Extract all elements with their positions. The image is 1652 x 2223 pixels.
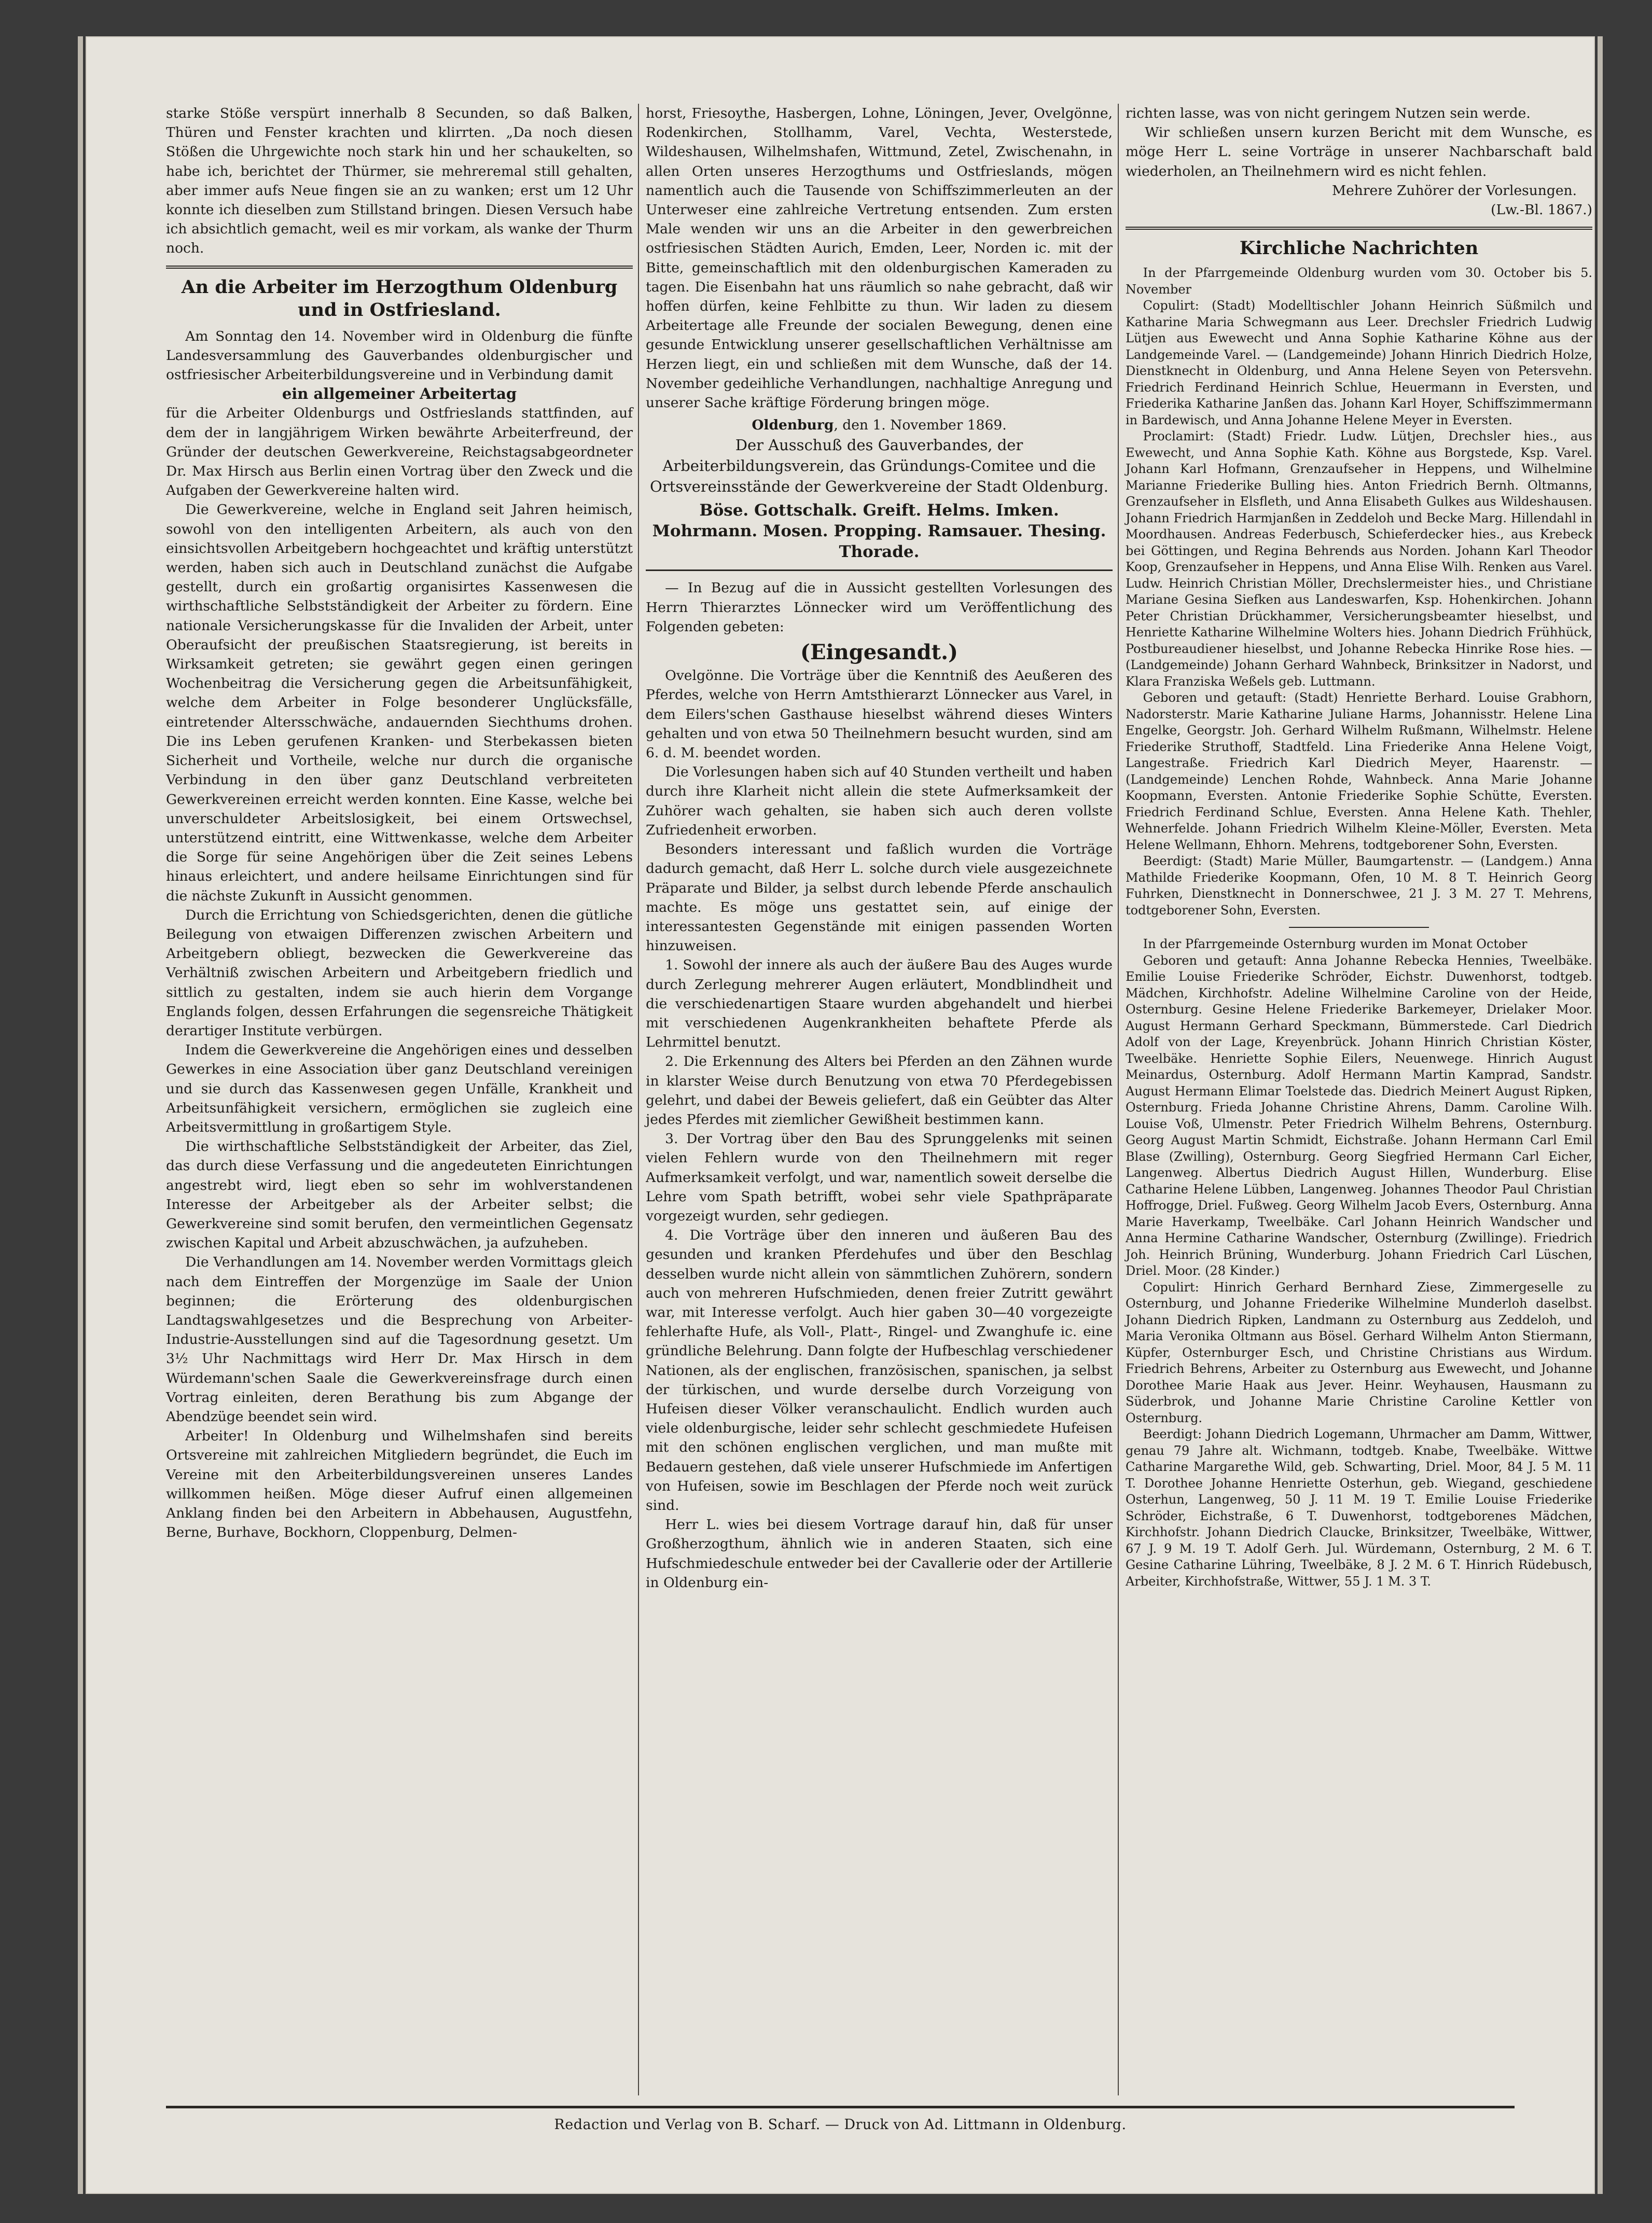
- column-3: [1126, 104, 1592, 1590]
- imprint-footer: Redaction und Verlag von B. Scharf. — Druck von Ad. Littmann in Oldenburg.: [166, 2106, 1515, 2133]
- church-news-entry: Geboren und getauft: Anna Johanne Rebecka Hennies, Tweelbäke. Emilie Louise Friederike Schröder, Eichstr. Duwenhorst, todtgeb. Mädchen, Kirchhofstr. Adeline Wilhelmine Caroline von der Heide, Osternburg. Gesine Helene Friederike Barkemeyer, Drielaker Moor. August Hermann Gerhard Speckmann, Bümmerstede. Carl Diedrich Adolf von der Lage, Kreyenbrück. Johann Hinrich Christian Köster, Tweelbäke. Henriette Sophie Eilers, Neuenwege. Hinrich August Meinardus, Osternburg. Adolf Hermann Martin Kamprad, Sandstr. August Hermann Elimar Toelstede das. Diedrich Meinert August Ripken, Osternburg. Frieda Johanne Christine Ahrens, Damm. Caroline Wilh. Louise Voß, Ulmenstr. Peter Friedrich Wilhelm Behrens, Osternburg. Georg August Martin Schmidt, Eichstraße. Johann Hermann Carl Emil Blase (Zwilling), Osternburg. Georg Siegfried Hermann Carl Eicher, Langenweg. Albertus Diedrich August Hillen, Wunderburg. Elise Catharine Helene Lübben, Langenweg. Johannes Theodor Paul Christian Hoffrogge, Driel. Fußweg. Georg Wilhelm Jacob Evers, Osternburg. Anna Marie Haverkamp, Tweelbäke. Carl Johann Heinrich Wandscher und Anna Hermine Catharine Wandscher, Osternburg (Zwillinge). Friedrich Joh. Heinrich Brüning, Wunderburg. Johann Friedrich Carl Lüschen, Driel. Moor. (28 Kinder.): [1126, 953, 1592, 1279]
- column-2: [646, 104, 1113, 1592]
- dateline-date: , den 1. November 1869.: [834, 417, 1007, 434]
- church-news-entry: Beerdigt: (Stadt) Marie Müller, Baumgartenstr. — (Landgem.) Anna Mathilde Friederike Koopmann, Ofen, 10 M. 8 T. Heinrich Georg Fuhrken, Dienstknecht in Donnerschwee, 21 J. 3 M. 27 T. Mehrens, todtgeborener Sohn, Eversten.: [1126, 854, 1592, 918]
- right-page-edge: [1598, 36, 1603, 2194]
- article-paragraph: 4. Die Vorträge über den inneren und äußeren Bau des gesunden und kranken Pferdehufes und über den Beschlag desselben wurde nicht allein von sämmtlichen Zuhörern, sondern auch von mehreren Hufschmieden, denen freier Zutritt gewährt war, mit Interesse verfolgt. Auch hier gaben 30—40 vorgezeigte fehlerhafte Hufe, als Voll-, Platt-, Ringel- und Zwanghufe ic. eine gründliche Belehrung. Dann folgte der Hufbeschlag verschiedener Nationen, als der englischen, französischen, spanischen, ja selbst der türkischen, und wurde derselbe durch Vorzeigung von Hufeisen dieser Völker veranschaulicht. Endlich wurden auch viele oldenburgische, leider sehr schlecht geschmiedete Hufeisen mit den schönen englischen verglichen, und man mußte mit Bedauern gestehen, daß viele unserer Hufschmiede im Anfertigen von Hufeisen, sowie im Beschlagen der Pferde noch weit zurück sind.: [646, 1227, 1113, 1513]
- article-divider: [166, 266, 633, 269]
- article-paragraph: Die wirthschaftliche Selbstständigkeit der Arbeiter, das Ziel, das durch diese Verfassung und die angedeuteten Einrichtungen angestrebt wird, liegt eben so sehr im wohlverstandenen Interesse der Arbeitgeber als der Arbeiter selbst; die Gewerkvereine sind somit berufen, den vermeintlichen Gegensatz zwischen Kapital und Arbeit abzuschwächen, ja aufzuheben.: [166, 1138, 633, 1252]
- church-news-entry: Geboren und getauft: (Stadt) Henriette Berhard. Louise Grabhorn, Nadorsterstr. Marie Katharine Juliane Harms, Johannisstr. Helene Lina Engelke, Georgstr. Joh. Gerhard Wilhelm Rußmann, Wilhelmstr. Helene Friederike Struthoff, Stadtfeld. Lina Friederike Anna Helene Voigt, Langestraße. Friedrich Karl Diedrich Meyer, Haarenstr. — (Landgemeinde) Lenchen Rohde, Wahnbeck. Anna Marie Johanne Koopmann, Eversten. Antonie Friederike Sophie Schütte, Eversten. Friedrich Ferdinand Schlue, Eversten. Anna Helene Kath. Thehler, Wehnerfelde. Johann Friedrich Wilhelm Kleine-Möller, Eversten. Meta Helene Wellmann, Ehhorn. Mehrens, todtgeborener Sohn, Eversten.: [1126, 690, 1592, 852]
- dateline-place: Oldenburg: [752, 417, 834, 434]
- church-news-entry: Beerdigt: Johann Diedrich Logemann, Uhrmacher am Damm, Wittwer, genau 79 Jahre alt. Wichmann, todtgeb. Knabe, Tweelbäke. Wittwe Catharine Margarethe Wild, geb. Schwarting, Driel. Moor, 84 J. 5 M. 11 T. Dorothee Johanne Henriette Osterhun, geb. Wiegand, geschiedene Osterhun, Langenweg, 50 J. 11 M. 19 T. Emilie Louise Friederike Schröder, Eichstraße, 6 T. Duwenhorst, todtgeborenes Mädchen, Kirchhofstr. Johann Diedrich Claucke, Brinksitzer, Tweelbäke, Wittwer, 67 J. 9 M. 19 T. Adolf Gerh. Jul. Würdemann, Osternburg, 2 M. 6 T. Gesine Catharine Lühring, Tweelbäke, 8 J. 2 M. 6 T. Hinrich Rüdebusch, Arbeiter, Kirchhofstraße, Wittwer, 55 J. 1 M. 3 T.: [1126, 1427, 1592, 1589]
- article-paragraph: Durch die Errichtung von Schiedsgerichten, denen die gütliche Beilegung von etwaigen Differenzen zwischen Arbeitern und Arbeitgebern obliegt, bezwecken die Gewerkvereine das Verhältniß zwischen Arbeitern und Arbeitgebern friedlich und sittlich zu gestalten, indem sie auch hierin dem Vorgange Englands folgen, dessen Erfahrungen die segensreiche Thätigkeit derartiger Institute verbürgen.: [166, 907, 633, 1039]
- article-paragraph: richten lasse, was von nicht geringem Nutzen sein werde.: [1126, 105, 1531, 121]
- column-rule-2: [1118, 104, 1119, 2095]
- article-paragraph: horst, Friesoythe, Hasbergen, Lohne, Löningen, Jever, Ovelgönne, Rodenkirchen, Stollhamm, Varel, Vechta, Westerstede, Wildeshausen, Wilhelmshafen, Wittmund, Zetel, Zwischenahn, in allen Orten unseres Herzogthums und Ostfrieslands, mögen namentlich auch die Tausende von Schiffszimmerleuten an der Unterweser eine zahlreiche Vertretung entsenden. Zum ersten Male wenden wir uns an die Arbeiter in den gewerbreichen ostfriesischen Städten Aurich, Emden, Leer, Norden ic. mit der Bitte, gemeinschaftlich mit den oldenburgischen Kameraden zu tagen. Die Eisenbahn hat uns räumlich so nahe gebracht, daß wir hoffen dürfen, keine Fehlbitte zu thun. Wir laden zu diesem Arbeitertage alle Freunde der socialen Bewegung, denen eine gesunde Entwicklung unserer gesellschaftlichen Verhältnisse am Herzen liegt, ein und schließen mit dem Wunsche, daß der 14. November gedeihliche Verhandlungen, nachhaltige Anregung und unserer Sache kräftige Förderung bringen möge.: [646, 105, 1113, 411]
- signatures: Böse. Gottschalk. Greift. Helms. Imken. Mohrmann. Mosen. Propping. Ramsauer. Thesing. Thorade.: [652, 501, 1106, 562]
- article-paragraph: 2. Die Erkennung des Alters bei Pferden an den Zähnen wurde in klarster Weise durch Benutzung von etwa 70 Pferdegebissen gelehrt, und dabei der Beweis geliefert, daß ein Geübter das Alter jedes Pferdes mit ziemlicher Gewißheit bestimmen kann.: [646, 1053, 1113, 1128]
- article-paragraph: Wir schließen unsern kurzen Bericht mit dem Wunsche, es möge Herr L. seine Vorträge in unserer Nachbarschaft bald wiederholen, an Theilnehmern wird es nicht fehlen.: [1126, 124, 1592, 179]
- eingesandt-intro: — In Bezug auf die in Aussicht gestellten Vorlesungen des Herrn Thierarztes Lönnecker wird um Veröffentlichung des Folgenden gebeten:: [646, 580, 1113, 635]
- short-divider: [1289, 927, 1429, 928]
- article-heading-arbeiter: An die Arbeiter im Herzogthum Oldenburg und in Ostfriesland.: [181, 276, 618, 321]
- church-news-intro: In der Pfarrgemeinde Oldenburg wurden vom 30. October bis 5. November: [1126, 266, 1592, 297]
- church-news-entry: Copulirt: (Stadt) Modelltischler Johann Heinrich Süßmilch und Katharine Maria Schwegmann aus Leer. Drechsler Friedrich Ludwig Lütjen aus Ewewecht und Anna Sophie Katharine Köhne aus der Landgemeinde Varel. — (Landgemeinde) Johann Hinrich Diedrich Holze, Dienstknecht in Oldenburg, und Anna Helene Seyen von Petersvehn. Friedrich Ferdinand Heinrich Schlue, Heuermann in Eversten, und Friederika Katharine Janßen das. Johann Karl Hoyer, Schiffszimmermann in Bardewisch, und Anna Johanne Helene Meyer in Eversten.: [1126, 298, 1592, 427]
- eingesandt-heading: (Eingesandt.): [800, 640, 958, 665]
- article-paragraph: Die Verhandlungen am 14. November werden Vormittags gleich nach dem Eintreffen der Morgenzüge im Saale der Union beginnen; die Erörterung des oldenburgischen Landtagswahlgesetzes und die Besprechung von Arbeiter-Industrie-Ausstellungen sind auf die Tagesordnung gesetzt. Um 3½ Uhr Nachmittags wird Herr Dr. Max Hirsch in dem Würdemann'schen Saale die Gewerkvereinsfrage durch einen Vortrag einleiten, deren Berathung bis zum Abgange der Abendzüge beendet sein wird.: [166, 1254, 633, 1425]
- article-paragraph: 3. Der Vortrag über den Bau des Sprunggelenks mit seinen vielen Fehlern wurde von den Theilnehmern mit reger Aufmerksamkeit verfolgt, und war, namentlich soweit derselbe die Lehre vom Spath betrifft, wobei sehr viele Spathpräparate vorgezeigt wurden, sehr gediegen.: [646, 1131, 1113, 1224]
- newspaper-page: [86, 36, 1595, 2194]
- church-news-entry: Proclamirt: (Stadt) Friedr. Ludw. Lütjen, Drechsler hies., aus Ewewecht, und Anna Sophie Kath. Köhne aus Borgstede, Ksp. Varel. Johann Karl Hofmann, Grenzaufseher in Heppens, und Wilhelmine Marianne Friederike Bulling hies. Anton Friedrich Bernh. Oltmanns, Grenzaufseher in Elsfleth, und Anna Elisabeth Gulkes aus Wildeshausen. Johann Friedrich Harmjanßen in Zeddeloh und Becke Marg. Hillendahl in Moordhausen. Andreas Federbusch, Schieferdecker hies., aus Krebeck bei Göttingen, und Regina Behrends aus Norden. Johann Karl Theodor Koop, Grenzaufseher in Heppens, und Anna Elise Wilh. Renken aus Varel. Ludw. Heinrich Christian Möller, Drechslermeister hies., und Christiane Mariane Gesina Siefken aus Landeswarfen, Ksp. Hohenkirchen. Johann Peter Christian Drückhammer, Versicherungsbeamter hieselbst, und Henriette Katharine Wilhelmine Wolters hies. Johann Diedrich Frühhück, Postbureaudiener hieselbst, und Johanne Rebecka Hinrike Rose hies. — (Landgemeinde) Johann Gerhard Wahnbeck, Brinksitzer in Nadorst, und Klara Franziska Weßels geb. Luttmann.: [1126, 429, 1592, 689]
- committee-line: Der Ausschuß des Gauverbandes, der Arbeiterbildungsverein, das Gründungs-Comitee und die Ortsvereinsstände der Gewerkvereine der Stadt Oldenburg.: [650, 436, 1108, 496]
- article-paragraph: Indem die Gewerkvereine die Angehörigen eines und desselben Gewerkes in eine Association über ganz Deutschland vereinigen und sie durch das Kassenwesen gegen Unfälle, Krankheit und Arbeitsunfähigkeit versichern, ermöglichen sie zugleich eine Arbeitsvermittlung in großartigem Style.: [166, 1042, 633, 1135]
- article-paragraph: für die Arbeiter Oldenburgs und Ostfrieslands stattfinden, auf dem der in langjährigem Wirken bewährte Arbeiterfreund, der Gründer der deutschen Gewerkvereine, Reichstagsabgeordneter Dr. Max Hirsch aus Berlin einen Vortrag über den Zweck und die Aufgaben der Gewerkvereine halten wird.: [166, 405, 633, 499]
- church-news-intro: In der Pfarrgemeinde Osternburg wurden im Monat October: [1143, 937, 1528, 952]
- left-page-edge: [78, 36, 83, 2194]
- article-paragraph: Am Sonntag den 14. November wird in Oldenburg die fünfte Landesversammlung des Gauverbandes oldenburgischer und ostfriesischer Arbeiterbildungsvereine und in Verbindung damit: [166, 328, 633, 383]
- article-paragraph: 1. Sowohl der innere als auch der äußere Bau des Auges wurde durch Zerlegung mehrerer Augen erläutert, Mondblindheit und die verschiedenartigen Staare wurden abgehandelt und hierbei mit verschiedenen Augenkrankheiten behaftete Pferde als Lehrmittel benutzt.: [646, 957, 1113, 1051]
- article-subheading: ein allgemeiner Arbeitertag: [282, 385, 517, 403]
- church-news-heading: Kirchliche Nachrichten: [1239, 238, 1479, 259]
- article-source: (Lw.-Bl. 1867.): [1491, 202, 1592, 218]
- column-1: [166, 104, 633, 1542]
- dateline: [646, 415, 1113, 435]
- church-news-entry: Copulirt: Hinrich Gerhard Bernhard Ziese, Zimmergeselle zu Osternburg, und Johanne Friederike Wilhelmine Munderloh daselbst. Johann Diedrich Ripken, Landmann zu Osternburg aus Zeddeloh, und Maria Veronika Oltmann aus Bösel. Gerhard Wilhelm Anton Stiermann, Küpfer, Osternburger Esch, und Christine Christians aus Wirdum. Friedrich Behrens, Arbeiter zu Osternburg aus Ewewecht, und Johanne Dorothee Marie Haak aus Jever. Heinr. Weyhausen, Hausmann zu Süderbrok, und Johanne Marie Christine Caroline Kettler von Osternburg.: [1126, 1280, 1592, 1425]
- article-paragraph: Ovelgönne. Die Vorträge über die Kenntniß des Aeußeren des Pferdes, welche von Herrn Amtsthierarzt Lönnecker aus Varel, in dem Eilers'schen Gasthause hieselbst während dieses Winters gehalten und von etwa 50 Theilnehmern besucht wurden, sind am 6. d. M. beendet worden.: [646, 668, 1113, 761]
- article-divider: [1126, 227, 1592, 230]
- earthquake-article-end: starke Stöße verspürt innerhalb 8 Secunden, so daß Balken, Thüren und Fenster krachten und klirrten. „Da noch diesen Stößen die Uhrgewichte noch stark hin und her schaukelten, so habe ich, berichtet der Thürmer, sie mehreremal still gehalten, aber immer aufs Neue fingen sie an zu wanken; erst um 12 Uhr konnte ich dieselben zum Stillstand bringen. Diesen Versuch habe ich absichtlich gemacht, weil es mir vorkam, als wanke der Thurm noch.: [166, 105, 633, 257]
- column-rule-1: [638, 104, 639, 2095]
- article-paragraph: Arbeiter! In Oldenburg und Wilhelmshafen sind bereits Ortsvereine mit zahlreichen Mitgliedern begründet, die Euch im Vereine mit den Arbeiterbildungsvereinen unseres Landes willkommen heißen. Möge dieser Aufruf einen allgemeinen Anklang finden bei den Arbeitern in Abbehausen, Augustfehn, Berne, Burhave, Bockhorn, Cloppenburg, Delmen-: [166, 1428, 633, 1541]
- article-divider: [646, 569, 1113, 571]
- article-paragraph: Herr L. wies bei diesem Vortrage darauf hin, daß für unser Großherzogthum, ähnlich wie in anderen Staaten, sich eine Hufschmiedeschule entweder bei der Cavallerie oder der Artillerie in Oldenburg ein-: [646, 1517, 1113, 1591]
- article-paragraph: Die Gewerkvereine, welche in England seit Jahren heimisch, sowohl von den intelligenten Arbeitern, als auch von den einsichtsvollen Arbeitgebern hochgeachtet und kräftig unterstützt werden, haben sich auch in Deutschland zunächst die Aufgabe gestellt, durch ein großartig organisirtes Kassenwesen die wirthschaftliche Selbstständigkeit der Arbeiter zu fördern. Eine nationale Versicherungskasse für die Invaliden der Arbeit, unter Oberaufsicht der preußischen Staatsregierung, ist bereits in Wirksamkeit getreten; sie gewährt gegen einen geringen Wochenbeitrag die Versicherung gegen die Arbeitsunfähigkeit, welche dem Arbeiter in Folge besonderer Unglücksfälle, eintretender Altersschwäche, andauernden Siechthums drohen. Die ins Leben gerufenen Kranken- und Sterbekassen bieten Sicherheit und Vortheile, welche nur durch die organische Verbindung in den über ganz Deutschland verbreiteten Gewerkvereinen erreicht werden konnten. Eine Kasse, welche bei unverschuldeter Arbeitslosigkeit, bei einem Ortswechsel, unterstützend eintritt, eine Wittwenkasse, welche dem Arbeiter die Sorge für seine Angehörigen über die Zeit seines Lebens hinaus erleichtert, und andere heilsame Einrichtungen sind für die nächste Zukunft in Aussicht genommen.: [166, 502, 633, 904]
- article-paragraph: Besonders interessant und faßlich wurden die Vorträge dadurch gemacht, daß Herr L. solche durch viele ausgezeichnete Präparate und Bilder, ja selbst durch lebende Pferde anschaulich machte. Es möge uns gestattet sein, auf einige der interessantesten Gegenstände mit einigen passenden Worten hinzuweisen.: [646, 841, 1113, 954]
- article-signature: Mehrere Zuhörer der Vorlesungen.: [1331, 182, 1577, 199]
- article-paragraph: Die Vorlesungen haben sich auf 40 Stunden vertheilt und haben durch ihre Klarheit nicht allein die stete Aufmerksamkeit der Zuhörer wach gehalten, sie haben sich auch deren vollste Zufriedenheit erworben.: [646, 764, 1113, 838]
